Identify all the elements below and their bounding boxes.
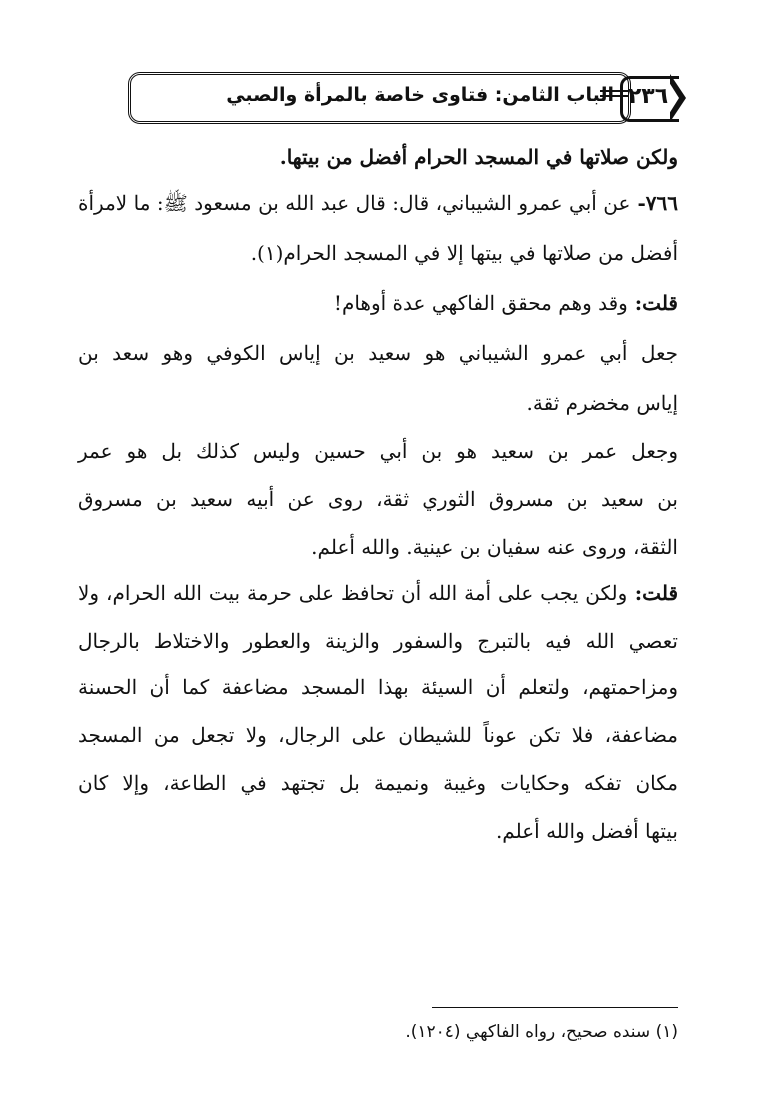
text-line: قلت: ولكن يجب على أمة الله أن تحافظ على حرمة بيت الله الحرام، ولا [78, 581, 679, 605]
footnote: (١) سنده صحيح، رواه الفاكهي (١٢٠٤). [405, 1022, 678, 1042]
chapter-title: الباب الثامن: فتاوى خاصة بالمرأة والصبي [226, 84, 614, 106]
text-line: تعصي الله فيه بالتبرج والسفور والزينة والعطور والاختلاط بالرجال [78, 629, 678, 653]
text-line: وجعل عمر بن سعيد هو بن أبي حسين وليس كذلك بل هو عمر [78, 439, 678, 463]
text-line: إياس مخضرم ثقة. [526, 391, 678, 415]
text-line: بيتها أفضل والله أعلم. [495, 819, 678, 843]
text-line: مضاعفة، فلا تكن عوناً للشيطان على الرجال، ولا تجعل من المسجد [78, 723, 678, 747]
text-line: ومزاحمتهم، ولتعلم أن السيئة بهذا المسجد مضاعفة كما أن الحسنة [78, 675, 678, 699]
chapter-header [128, 72, 631, 124]
text-line: بن سعيد بن مسروق الثوري ثقة، روى عن أبيه سعيد بن مسروق [78, 487, 678, 511]
text-line: الثقة، وروى عنه سفيان بن عينية. والله أعلم. [311, 535, 678, 559]
text-line: ٧٦٦- عن أبي عمرو الشيباني، قال: قال عبد الله بن مسعود ﷺ: ما لامرأة [78, 191, 678, 215]
text-line: قلت: وقد وهم محقق الفاكهي عدة أوهام! [333, 291, 678, 315]
text-line: جعل أبي عمرو الشيباني هو سعيد بن إياس الكوفي وهو سعد بن [78, 341, 678, 365]
text-line: مكان تفكه وحكايات وغيبة ونميمة بل تجتهد في الطاعة، وإلا كان [78, 771, 678, 795]
text-line: ولكن صلاتها في المسجد الحرام أفضل من بيتها. [279, 145, 678, 169]
footnote-divider [432, 1007, 678, 1008]
page-number: ٢٣٦ [627, 84, 669, 109]
text-line: أفضل من صلاتها في بيتها إلا في المسجد الحرام(١). [250, 241, 678, 265]
